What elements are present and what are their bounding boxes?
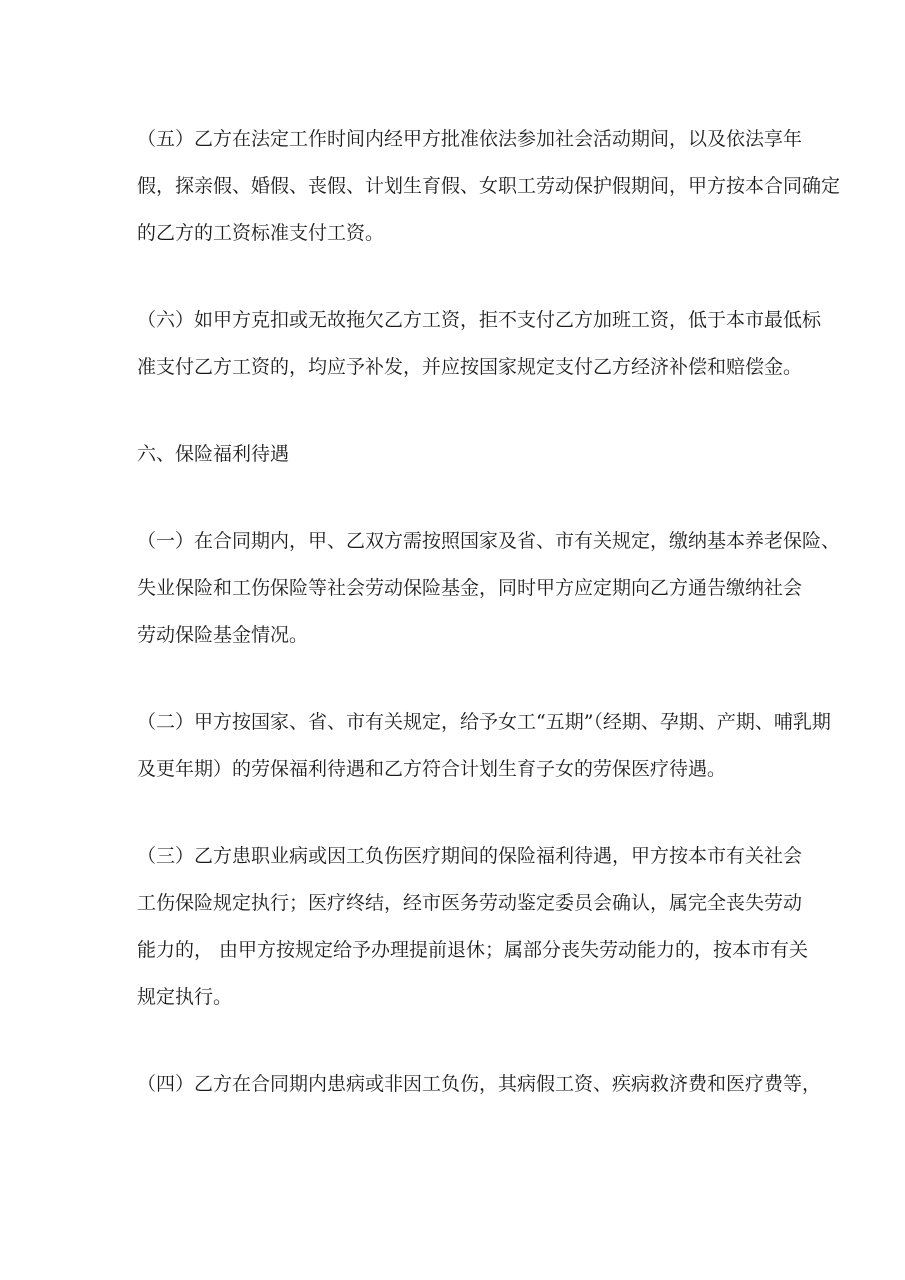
text-line: 工伤保险规定执行；医疗终结，经市医务劳动鉴定委员会确认，属完全丧失劳动 [137, 892, 803, 914]
text-line: （五）乙方在法定工作时间内经甲方批准依法参加社会活动期间，以及依法享年 [137, 128, 803, 150]
paragraph-clause-5-5 [137, 116, 841, 257]
text-line: （三）乙方患职业病或因工负伤医疗期间的保险福利待遇，甲方按本市有关社会 [137, 845, 803, 867]
paragraph-clause-6-2 [137, 699, 831, 793]
paragraph-clause-6-4 [137, 1061, 822, 1108]
text-line: 假，探亲假、婚假、丧假、计划生育假、女职工劳动保护假期间，甲方按本合同确定 [137, 175, 841, 197]
section-heading [137, 431, 777, 478]
text-line: （一）在合同期内，甲、乙双方需按照国家及省、市有关规定，缴纳基本养老保险、 [137, 530, 841, 552]
text-line: （四）乙方在合同期内患病或非因工负伤，其病假工资、疾病救济费和医疗费等， [137, 1073, 822, 1095]
document-body [137, 116, 841, 1148]
text-line: 及更年期）的劳保福利待遇和乙方符合计划生育子女的劳保医疗待遇。 [137, 758, 727, 780]
section-heading-text: 六、保险福利待遇 [137, 443, 290, 465]
paragraph-clause-6-3 [137, 833, 809, 1021]
text-line: 能力的， 由甲方按规定给予办理提前退休；属部分丧失劳动能力的，按本市有关 [137, 939, 809, 961]
text-line: （二）甲方按国家、省、市有关规定，给予女工“五期”（经期、孕期、产期、哺乳期 [137, 711, 831, 733]
text-line: 准支付乙方工资的，均应予补发，并应按国家规定支付乙方经济补偿和赔偿金。 [137, 356, 803, 378]
text-line: 失业保险和工伤保险等社会劳动保险基金，同时甲方应定期向乙方通告缴纳社会 [137, 577, 803, 599]
paragraph-clause-5-6 [137, 297, 822, 391]
text-line: 的乙方的工资标准支付工资。 [137, 222, 385, 244]
text-line: 规定执行。 [137, 986, 233, 1008]
text-line: 劳动保险基金情况。 [137, 624, 309, 646]
text-line: （六）如甲方克扣或无故拖欠乙方工资，拒不支付乙方加班工资，低于本市最低标 [137, 309, 822, 331]
paragraph-clause-6-1 [137, 518, 841, 659]
